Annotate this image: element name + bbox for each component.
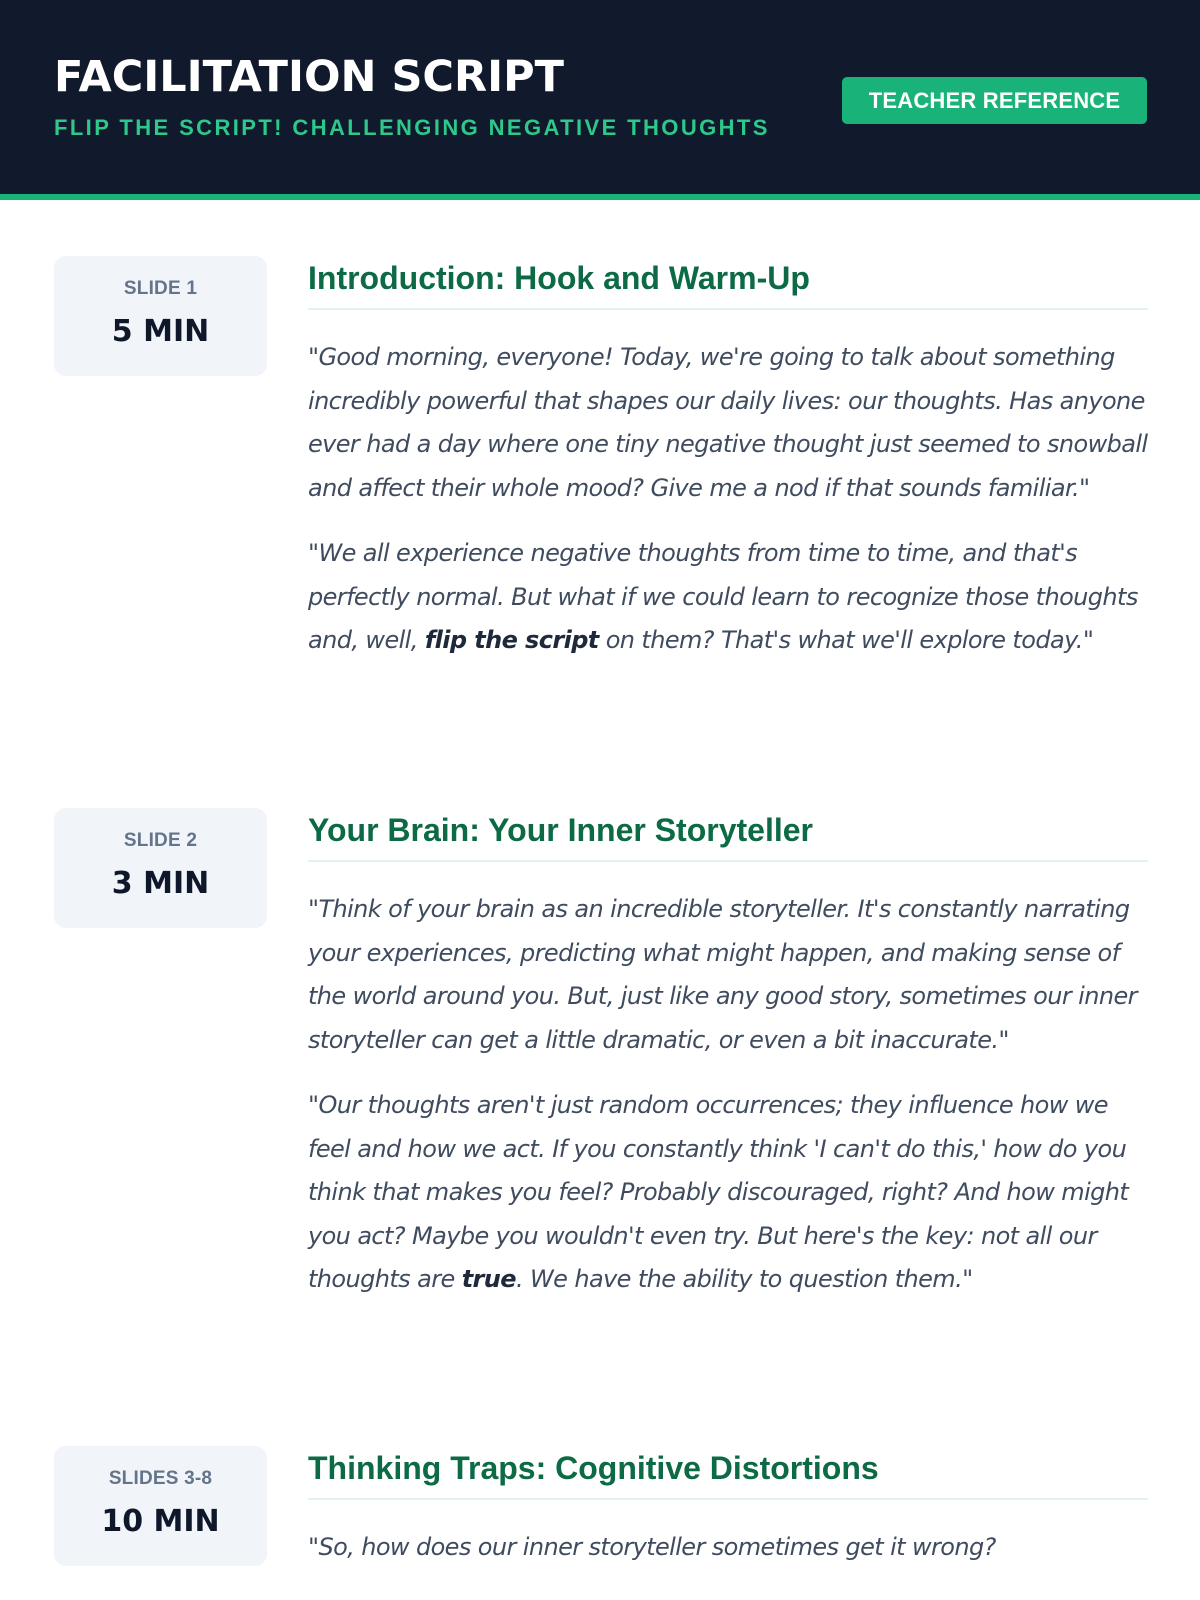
section-title: Introduction: Hook and Warm-Up xyxy=(308,256,1148,310)
slide-duration: 5 MIN xyxy=(111,314,210,349)
script-paragraph: "Our thoughts aren't just random occurrences; they influence how we feel and how we act. If you constantly think 'I can't do this,' how do you think that makes you feel? Probably discouraged, right? And how might you act? Maybe you wouldn't even try. But here's the key: not all our thoughts are true. We have the ability to question them." xyxy=(308,1091,1129,1293)
section-title: Your Brain: Your Inner Storyteller xyxy=(308,808,1148,862)
page-title: FACILITATION SCRIPT xyxy=(54,52,564,102)
script-paragraph: "So, how does our inner storyteller sometimes get it wrong? xyxy=(308,1533,996,1561)
emphasis-text: flip the script xyxy=(424,626,599,654)
slide-time-box xyxy=(54,1446,267,1566)
section-title: Thinking Traps: Cognitive Distortions xyxy=(308,1446,1148,1500)
script-paragraph: "We all experience negative thoughts from time to time, and that's perfectly normal. But what if we could learn to recognize those thoughts and, well, flip the script on them? That's what we'll explore today." xyxy=(308,539,1138,654)
slide-time-box xyxy=(54,256,267,376)
page-subtitle: FLIP THE SCRIPT! CHALLENGING NEGATIVE THOUGHTS xyxy=(54,115,770,140)
section-content xyxy=(308,1446,1148,1570)
script-paragraph: "Good morning, everyone! Today, we're going to talk about something incredibly powerful that shapes our daily lives: our thoughts. Has anyone ever had a day where one tiny negative thought just seemed to snowball and affect their whole mood? Give me a nod if that sounds familiar." xyxy=(308,343,1148,502)
page-header xyxy=(0,0,1200,200)
slide-label: SLIDE 1 xyxy=(123,278,198,299)
slide-time-box xyxy=(54,808,267,928)
slide-label: SLIDE 2 xyxy=(123,830,198,851)
slide-duration: 10 MIN xyxy=(101,1504,220,1539)
section-content xyxy=(308,808,1148,1302)
section-content xyxy=(308,256,1148,663)
slide-duration: 3 MIN xyxy=(111,866,210,901)
slide-label: SLIDES 3-8 xyxy=(108,1468,213,1489)
emphasis-text: true xyxy=(461,1265,516,1293)
script-paragraph: "Think of your brain as an incredible storyteller. It's constantly narrating your experiences, predicting what might happen, and making sense of the world around you. But, just like any good story, sometimes our inner storyteller can get a little dramatic, or even a bit inaccurate." xyxy=(308,895,1137,1054)
teacher-reference-badge: TEACHER REFERENCE xyxy=(842,77,1147,124)
